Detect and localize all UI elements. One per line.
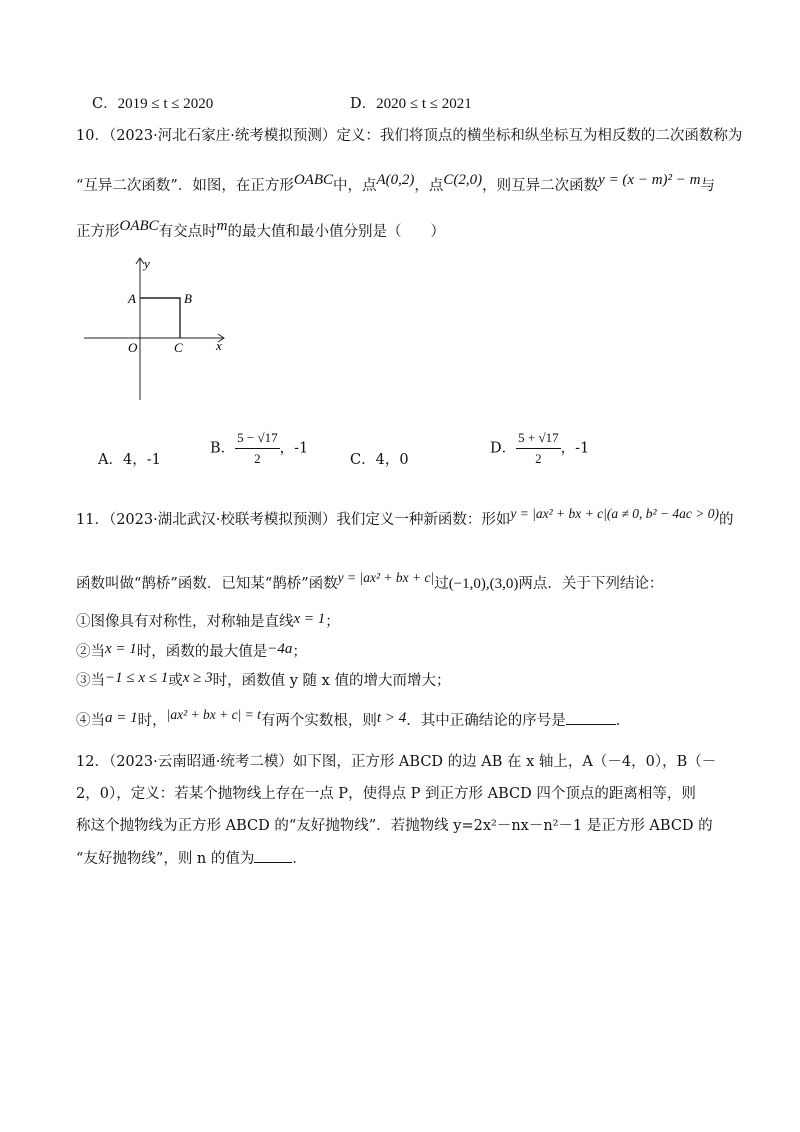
q11-line-1: 11．（2023·湖北武汉·校联考模拟预测）我们定义一种新函数：形如y = |ax² + bx + c|(a ≠ 0, b² − 4ac > 0)的 bbox=[76, 506, 734, 528]
label-o: O bbox=[128, 340, 138, 355]
question-number: 12． bbox=[76, 754, 109, 770]
q11-line-2: 函数叫做“鹊桥”函数．已知某“鹊桥”函数y = |ax² + bx + c|过(−1,0),(3,0)两点．关于下列结论： bbox=[76, 570, 664, 592]
q12-line-3: 称这个抛物线为正方形 ABCD 的“友好抛物线”．若抛物线 y=2x²－nx－n²－1 是正方形 ABCD 的 bbox=[76, 818, 713, 834]
q10-option-c: C．4，0 bbox=[350, 452, 409, 468]
label-x: x bbox=[216, 338, 222, 353]
q11-conclusion-2: ②当x = 1时，函数的最大值是−4a； bbox=[76, 641, 307, 660]
question-source: （2023·河北石家庄·统考模拟预测） bbox=[108, 128, 337, 144]
q12-line-1: 12．（2023·云南昭通·统考二模）如下图，正方形 ABCD 的边 AB 在 x 轴上，A（－4，0），B（－ bbox=[76, 754, 717, 770]
q11-conclusion-1: ①图像具有对称性，对称轴是直线x = 1； bbox=[76, 611, 340, 630]
q10-figure bbox=[78, 252, 238, 402]
option-d-fraction: $\frac{5 + √17}{2}$ bbox=[518, 430, 559, 466]
q10-option-a: A．4，-1 bbox=[98, 452, 161, 468]
q10-line-1: 10．（2023·河北石家庄·统考模拟预测）定义：我们将顶点的横坐标和纵坐标互为相反数的二次函数称为 bbox=[76, 128, 743, 144]
label-y: y bbox=[144, 256, 150, 271]
question-number: 11． bbox=[76, 512, 109, 528]
answer-blank[interactable] bbox=[566, 710, 616, 725]
question-source: （2023·湖北武汉·校联考模拟预测） bbox=[108, 512, 337, 528]
question-number: 10． bbox=[76, 128, 109, 144]
q10-option-b: B． $\frac{5 - √17}{2}$ ，-1 bbox=[210, 428, 308, 469]
q10-option-d: D． $\frac{5 + √17}{2}$ ，-1 bbox=[490, 428, 589, 469]
q9-option-c-expr: 2019 ≤ t ≤ 2020 bbox=[117, 96, 214, 112]
q9-option-c: C．2019 ≤ t ≤ 2020 bbox=[92, 96, 214, 112]
square-oabc bbox=[140, 298, 180, 338]
label-b: B bbox=[184, 291, 192, 306]
q12-line-4: “友好抛物线”，则 n 的值为 ． bbox=[76, 848, 307, 869]
q10-line-3: 正方形OABC有交点时m的最大值和最小值分别是（ ） bbox=[76, 218, 446, 240]
label-a: A bbox=[128, 291, 136, 306]
label-c: C bbox=[174, 340, 183, 355]
q11-conclusion-4: ④当a = 1时，|ax² + bx + c| = t有两个实数根，则t > 4．其中正确结论的序号是 ． bbox=[76, 707, 631, 729]
q11-conclusion-3: ③当−1 ≤ x ≤ 1或x ≥ 3时，函数值 y 随 x 值的增大而增大； bbox=[76, 670, 451, 689]
q9-option-d: D．2020 ≤ t ≤ 2021 bbox=[350, 96, 472, 112]
option-b-fraction: $\frac{5 - √17}{2}$ bbox=[237, 430, 278, 466]
answer-blank[interactable] bbox=[254, 848, 292, 863]
q9-option-d-expr: 2020 ≤ t ≤ 2021 bbox=[376, 96, 472, 112]
q10-line-2: “互异二次函数”．如图，在正方形OABC中，点A(0,2)，点C(2,0)，则互异二次函数y = (x − m)² − m与 bbox=[76, 172, 715, 194]
q12-line-2: 2，0），定义：若某个抛物线上存在一点 P，使得点 P 到正方形 ABCD 四个顶点的距离相等，则 bbox=[76, 786, 696, 802]
